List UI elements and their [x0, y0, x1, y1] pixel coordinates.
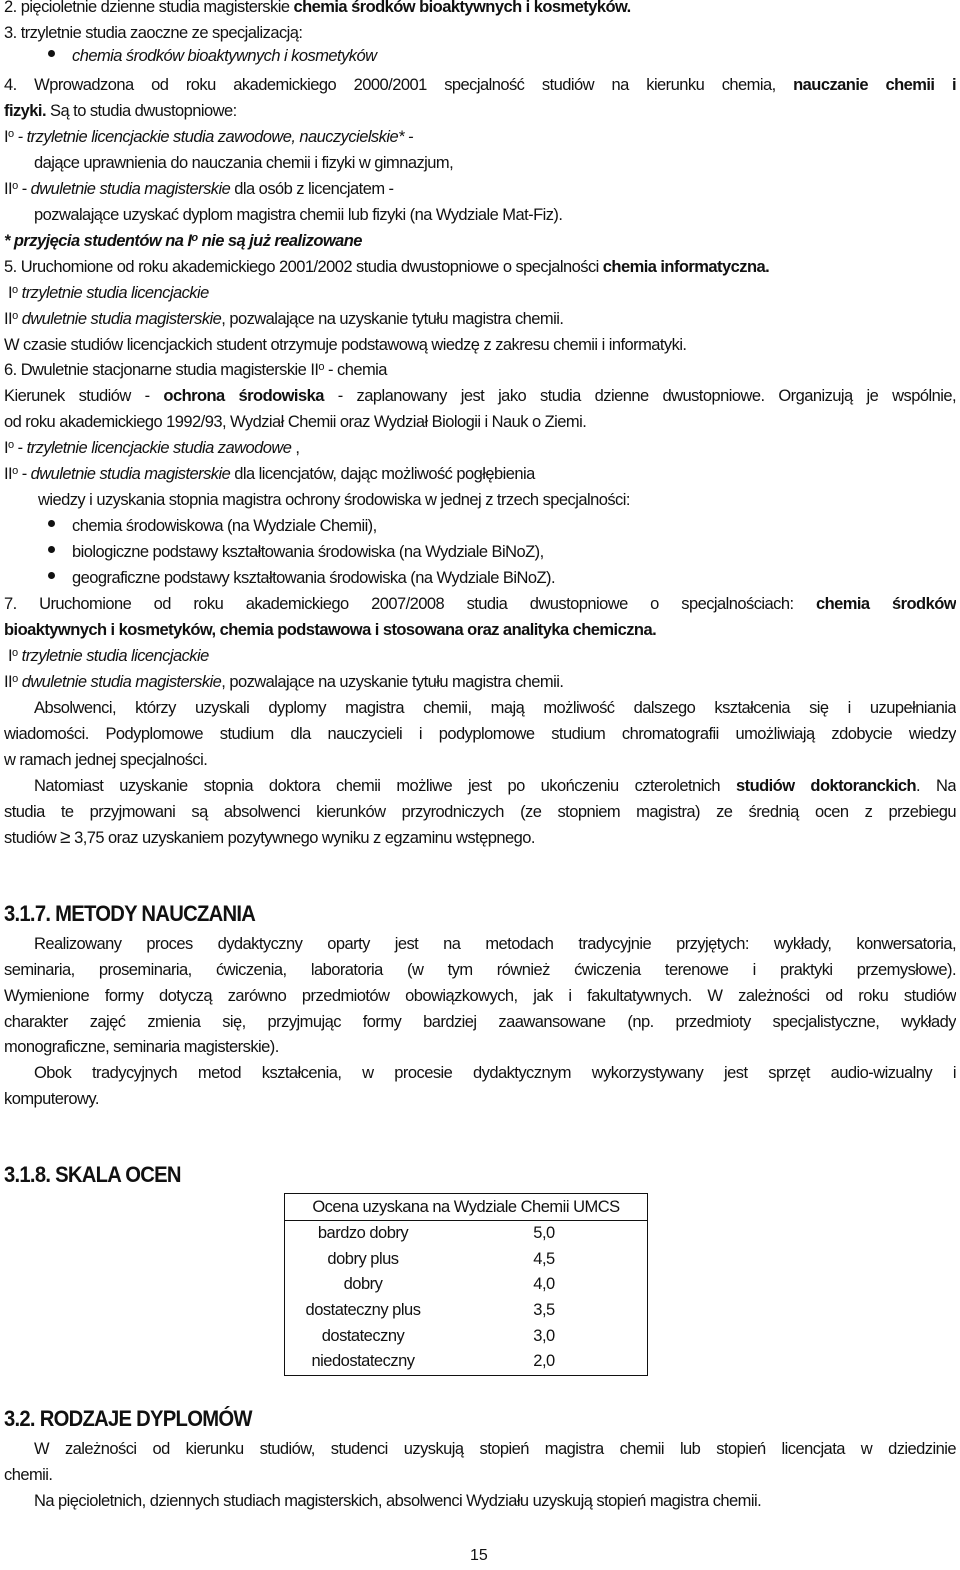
table-row [285, 1323, 648, 1349]
page-number: 15 [470, 1547, 488, 1564]
section-heading-3-2: 3.2. RODZAJE DYPLOMÓW [4, 1406, 252, 1431]
grade-value: 3,5 [441, 1298, 648, 1324]
list-item-5: 5. Uruchomione od roku akademickiego 2001/2002 studia dwustopniowe o specjalności chemia informatyczna. [4, 258, 770, 276]
list-item-5-note: W czasie studiów licencjackich student otrzymuje podstawową wiedzę z zakresu chemii i informatyki. [4, 336, 687, 354]
section-3-2-p2: Na pięcioletnich, dziennych studiach magisterskich, absolwenci Wydziału uzyskują stopień magistra chemii. [34, 1492, 762, 1510]
grade-value: 4,0 [441, 1272, 648, 1298]
list-item-4-level-I-cont: dające uprawnienia do nauczania chemii i fizyki w gimnazjum, [34, 154, 454, 172]
section-heading-3-1-8: 3.1.8. SKALA OCEN [4, 1162, 181, 1187]
section-3-1-7-p2-line2: komputerowy. [4, 1090, 99, 1108]
paragraph-doktorat-line3: studiów ≥ 3,75 oraz uzyskaniem pozytywnego wyniku z egzaminu wstępnego. [4, 827, 535, 848]
grade-name: dostateczny [285, 1323, 442, 1349]
table-row [285, 1247, 648, 1273]
list-item-6-bullet: chemia środowiskowa (na Wydziale Chemii), [72, 517, 377, 535]
list-item-4-level-II: $II^o$ - dwuletnie studia magisterskie dla osób z licencjatem - [4, 180, 394, 198]
bullet-dot-icon [48, 50, 55, 57]
list-item-4-line2: fizyki. Są to studia dwustopniowe: [4, 102, 237, 120]
table-row [285, 1349, 648, 1375]
grade-name: dobry plus [285, 1247, 442, 1273]
section-3-1-7-p1-line1: Realizowany proces dydaktyczny oparty jest na metodach tradycyjnie przyjętych: wykłady, konwersatoria, [34, 935, 956, 953]
paragraph-absolwenci-line2: wiadomości. Podyplomowe studium dla nauczycieli i podyplomowe studium chromatografii umożliwiają zdobycie wiedzy [4, 725, 956, 743]
grade-name: bardzo dobry [285, 1221, 442, 1247]
list-item-2-text: 2. pięcioletnie dzienne studia magisterskie [4, 0, 294, 16]
grade-value: 4,5 [441, 1247, 648, 1273]
list-item-4-line1: 4. Wprowadzona od roku akademickiego 2000/2001 specjalność studiów na kierunku chemia, nauczanie chemii i [4, 76, 956, 94]
paragraph-absolwenci-line3: w ramach jednej specjalności. [4, 751, 208, 769]
section-3-1-7-p1-line3: Wymienione formy dotyczą zarówno przedmiotów obowiązkowych, jak i fakultatywnych. W zależności od roku studiów [4, 987, 956, 1005]
bullet-dot-icon [48, 520, 55, 527]
section-heading-3-1-7: 3.1.7. METODY NAUCZANIA [4, 901, 256, 926]
grade-name: dostateczny plus [285, 1298, 442, 1324]
list-item-6-kierunek-line1: Kierunek studiów - ochrona środowiska - zaplanowany jest jako studia dzienne dwustopniowe. Organizują je wspólnie, [4, 387, 956, 405]
list-item-7-line1: 7. Uruchomione od roku akademickiego 2007/2008 studia dwustopniowe o specjalnościach: chemia środków [4, 595, 956, 613]
section-3-1-7-p1-line2: seminaria, proseminaria, ćwiczenia, laboratoria (w tym również ćwiczenia terenowe i praktyki przemysłowe). [4, 961, 956, 979]
grade-value: 2,0 [441, 1349, 648, 1375]
table-row [285, 1272, 648, 1298]
paragraph-doktorat-line1: Natomiast uzyskanie stopnia doktora chemii możliwe jest po ukończeniu czteroletnich studiów doktoranckich. Na [34, 777, 956, 795]
list-item-7-line2: bioaktywnych i kosmetyków, chemia podstawowa i stosowana oraz analityka chemiczna. [4, 621, 657, 639]
grade-value: 3,0 [441, 1323, 648, 1349]
greater-equal-symbol: ≥ [60, 827, 71, 848]
list-item-6: 6. Dwuletnie stacjonarne studia magisterskie $II^o$ - chemia [4, 361, 387, 379]
list-item-5-level-II: $II^o$ dwuletnie studia magisterskie, pozwalające na uzyskanie tytułu magistra chemii. [4, 310, 564, 328]
list-item-3: 3. trzyletnie studia zaoczne ze specjalizacją: [4, 24, 303, 42]
paragraph-doktorat-line2: studia te przyjmowani są absolwenci kierunków przyrodniczych (ze stopniem magistra) ze średnią ocen z przebiegu [4, 803, 956, 821]
bullet-dot-icon [48, 546, 55, 553]
list-item-2 [4, 0, 956, 20]
grade-name: niedostateczny [285, 1349, 442, 1375]
section-3-2-p1-line2: chemii. [4, 1466, 53, 1484]
list-item-7-level-II: $II^o$ dwuletnie studia magisterskie, pozwalające na uzyskanie tytułu magistra chemii. [4, 673, 564, 691]
list-item-4-level-II-cont: pozwalające uzyskać dyplom magistra chemii lub fizyki (na Wydziale Mat-Fiz). [34, 206, 563, 224]
list-item-7-level-I: $I^o$ trzyletnie studia licencjackie [8, 647, 209, 665]
list-item-6-bullet: geograficzne podstawy kształtowania środowiska (na Wydziale BiNoZ). [72, 569, 555, 587]
grade-name: dobry [285, 1272, 442, 1298]
list-item-4-note: * przyjęcia studentów na $I^o$ nie są już realizowane [4, 232, 362, 250]
list-item-6-level-II-cont: wiedzy i uzyskania stopnia magistra ochrony środowiska w jednej z trzech specjalności: [38, 491, 630, 509]
list-item-6-level-II: $II^o$ - dwuletnie studia magisterskie dla licencjatów, dając możliwość pogłębienia [4, 465, 535, 483]
list-item-4-level-I: $I^o$ - trzyletnie licencjackie studia zawodowe, nauczycielskie* - [4, 128, 413, 146]
list-item-6-level-I: $I^o$ - trzyletnie licencjackie studia zawodowe , [4, 439, 300, 457]
table-row [285, 1298, 648, 1324]
list-item-2-bold: chemia środków bioaktywnych i kosmetyków. [293, 0, 631, 16]
list-item-3-bullet: chemia środków bioaktywnych i kosmetyków [72, 47, 377, 65]
paragraph-absolwenci-line1: Absolwenci, którzy uzyskali dyplomy magistra chemii, mają możliwość dalszego kształcenia się i uzupełniania [34, 699, 956, 717]
bullet-dot-icon [48, 572, 55, 579]
section-3-1-7-p1-line5: monograficzne, seminaria magisterskie). [4, 1038, 279, 1056]
list-item-6-kierunek-line2: od roku akademickiego 1992/93, Wydział Chemii oraz Wydział Biologii i Nauk o Ziemi. [4, 413, 587, 431]
section-3-2-p1-line1: W zależności od kierunku studiów, studenci uzyskują stopień magistra chemii lub stopień licencjata w dziedzinie [34, 1440, 956, 1458]
table-header-cell: Ocena uzyskana na Wydziale Chemii UMCS [285, 1194, 648, 1221]
table-row [285, 1221, 648, 1247]
list-item-6-bullet: biologiczne podstawy kształtowania środowiska (na Wydziale BiNoZ), [72, 543, 544, 561]
section-3-1-7-p1-line4: charakter zajęć zmienia się, przyjmując formy bardziej zaawansowane (np. przedmioty specjalistyczne, wykłady [4, 1013, 956, 1031]
table-header-row [285, 1194, 648, 1221]
section-3-1-7-p2-line1: Obok tradycyjnych metod kształcenia, w procesie dydaktycznym wykorzystywany jest sprzęt audio-wizualny i [34, 1064, 956, 1082]
list-item-5-level-I: $I^o$ trzyletnie studia licencjackie [8, 284, 209, 302]
grade-scale-table [284, 1193, 648, 1376]
grade-value: 5,0 [441, 1221, 648, 1247]
